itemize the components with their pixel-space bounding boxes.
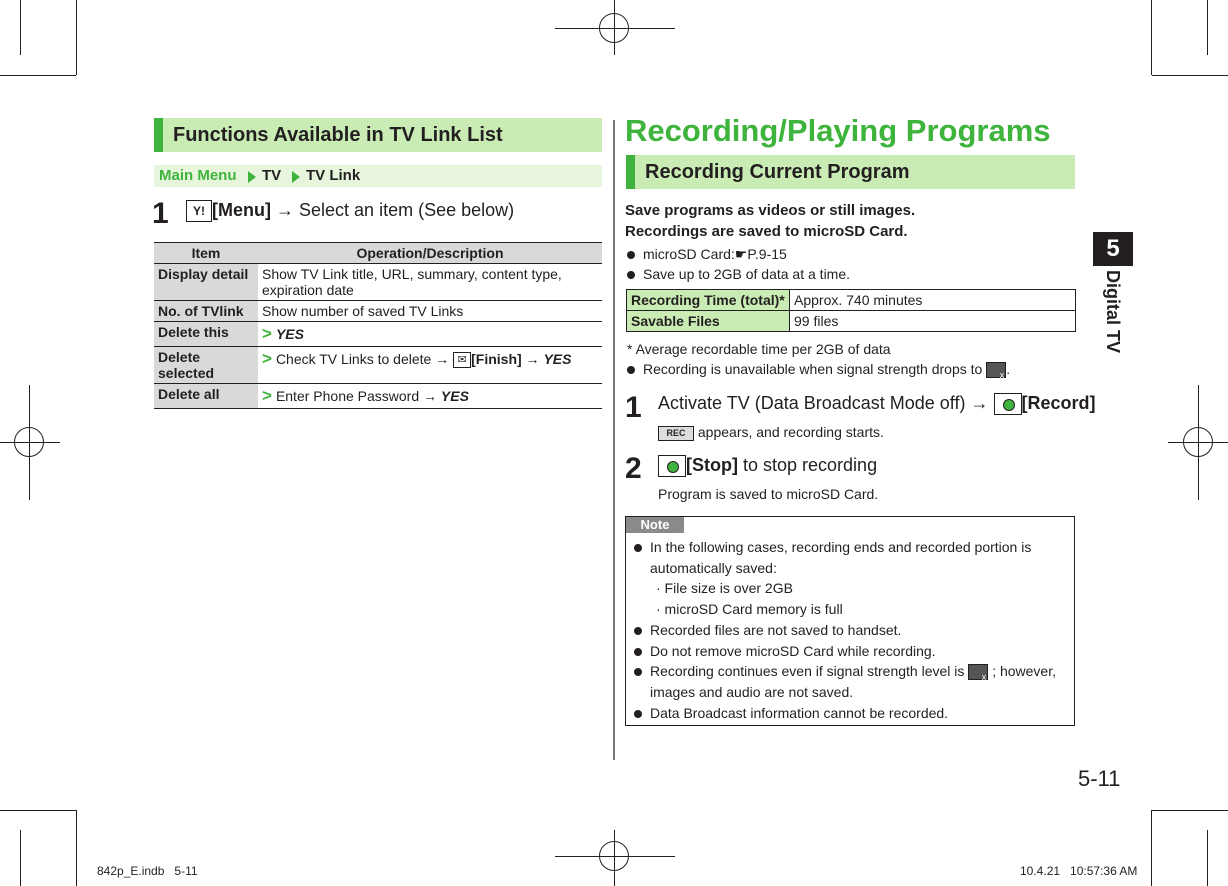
step-number: 1	[625, 391, 642, 424]
arrow-icon: →	[435, 351, 450, 367]
note-item: Recording continues even if signal strength level is x ; however,	[634, 663, 1056, 680]
chevron-right-icon	[248, 170, 256, 187]
step-1-text: Select an item (See below)	[299, 200, 515, 220]
signal-weak-icon	[968, 664, 988, 680]
nav-tv-link: TV Link	[306, 167, 361, 184]
mail-key-icon: ✉	[453, 352, 471, 368]
center-key-icon	[658, 455, 686, 477]
bullet-icon	[634, 544, 642, 552]
step-1-sub: REC appears, and recording starts.	[658, 424, 884, 441]
step-2-sub: Program is saved to microSD Card.	[658, 486, 879, 502]
arrow-icon: →	[423, 388, 438, 404]
step-1-instruction: Activate TV (Data Broadcast Mode off) → [Record]	[658, 393, 1096, 415]
intro-line-2: Recordings are saved to microSD Card.	[625, 223, 908, 240]
note-item: Do not remove microSD Card while recording.	[634, 643, 936, 659]
section-header-recording	[626, 155, 1075, 189]
column-divider	[613, 120, 615, 760]
note-item: Data Broadcast information cannot be recorded.	[634, 705, 948, 721]
table-row: Delete selected > Check TV Links to delete → ✉ [Finish] → YES	[154, 347, 602, 384]
chevron-right-icon: >	[262, 349, 272, 368]
footer-timestamp: 10.4.21 10:57:36 AM	[1020, 864, 1138, 878]
functions-table	[154, 242, 602, 409]
menu-key-label: [Menu]	[212, 200, 271, 220]
menu-path	[154, 165, 602, 187]
page-reference-icon: ☛	[734, 246, 748, 262]
chevron-right-icon: >	[262, 386, 272, 405]
bullet-icon	[627, 271, 635, 279]
step-number: 1	[152, 197, 169, 230]
bullet-save-up: Save up to 2GB of data at a time.	[627, 266, 850, 282]
note-item: In the following cases, recording ends and recorded portion is	[634, 539, 1031, 555]
table-row: Delete all > Enter Phone Password → YES	[154, 384, 602, 409]
bullet-icon	[634, 648, 642, 656]
arrow-icon: →	[276, 200, 294, 220]
section-title: Recording Current Program	[645, 161, 910, 183]
chapter-title: Digital TV	[1103, 270, 1123, 354]
rec-indicator-icon: REC	[658, 426, 694, 441]
intro-line-1: Save programs as videos or still images.	[625, 202, 916, 219]
table-row: Display detail Show TV Link title, URL, summary, content type, expiration date	[154, 264, 602, 301]
arrow-icon: →	[525, 351, 540, 367]
note-label: Note	[626, 517, 684, 533]
signal-weak-icon	[986, 362, 1006, 378]
footer-file: 842p_E.indb 5-11	[97, 864, 198, 878]
table-row: Recording Time (total)* Approx. 740 minutes	[627, 290, 1076, 311]
section-header-tv-link	[154, 118, 602, 152]
section-title: Functions Available in TV Link List	[173, 124, 503, 146]
menu-key-icon: Y!	[186, 200, 212, 222]
bullet-icon	[627, 366, 635, 374]
recording-table	[626, 289, 1076, 332]
bullet-icon	[634, 668, 642, 676]
table-row: Delete this > YES	[154, 322, 602, 347]
table-header-operation: Operation/Description	[258, 243, 602, 264]
step-2-instruction: [Stop] to stop recording	[658, 455, 877, 477]
chevron-right-icon	[292, 170, 300, 187]
note-item: · File size is over 2GB	[656, 580, 793, 596]
page-number: 5-11	[1078, 766, 1121, 791]
note-item: images and audio are not saved.	[650, 684, 854, 700]
arrow-icon: →	[970, 393, 989, 413]
table-header-item: Item	[154, 243, 258, 264]
note-item: automatically saved:	[650, 560, 777, 576]
center-key-icon	[994, 393, 1022, 415]
bullet-icon	[634, 627, 642, 635]
chapter-number: 5	[1093, 232, 1133, 266]
table-row: Savable Files 99 files	[627, 311, 1076, 332]
note-item: · microSD Card memory is full	[656, 601, 843, 617]
footnote: * Average recordable time per 2GB of data	[627, 341, 891, 357]
page-title: Recording/Playing Programs	[625, 113, 1051, 148]
table-row: No. of TVlink Show number of saved TV Links	[154, 301, 602, 322]
bullet-microsd: microSD Card:☛P.9-15	[627, 246, 787, 263]
step-number: 2	[625, 452, 642, 485]
bullet-icon	[627, 251, 635, 259]
nav-main-menu: Main Menu	[159, 167, 237, 184]
bullet-signal: Recording is unavailable when signal strength drops to x .	[627, 361, 1010, 378]
nav-tv: TV	[262, 167, 282, 184]
bullet-icon	[634, 710, 642, 718]
note-item: Recorded files are not saved to handset.	[634, 622, 901, 638]
step-1-instruction	[186, 200, 514, 222]
chevron-right-icon: >	[262, 324, 272, 343]
